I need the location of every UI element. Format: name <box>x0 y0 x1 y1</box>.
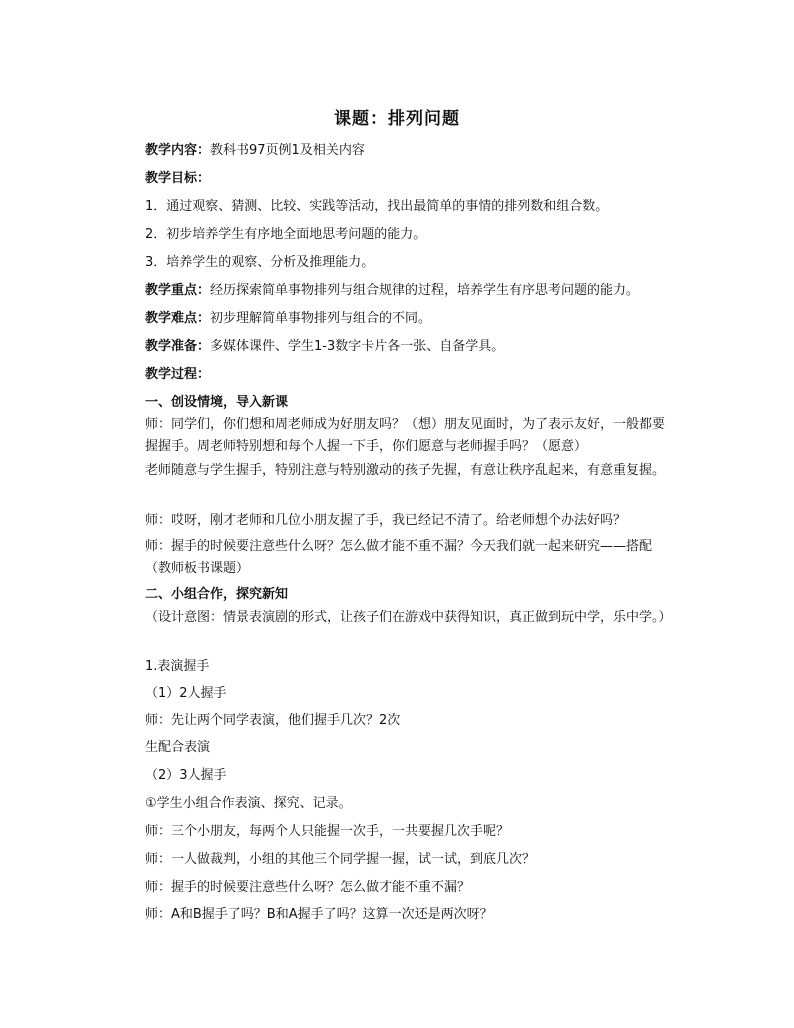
process-line: 师：一人做裁判，小组的其他三个同学握一握，试一试，到底几次？ <box>145 852 536 867</box>
preparation-label: 教学准备： <box>145 339 211 354</box>
teaching-content-value: 教科书97页例1及相关内容 <box>210 143 365 158</box>
process-line: （2）3人握手 <box>145 768 227 783</box>
key-point-value: 经历探索简单事物排列与组合规律的过程，培养学生有序思考问题的能力。 <box>210 283 640 298</box>
process-label: 教学过程： <box>145 367 211 382</box>
process-line: 生配合表演 <box>145 740 211 755</box>
difficulty <box>145 311 431 327</box>
process-line: 师：握手的时候要注意些什么呀？怎么做才能不重不漏？ <box>145 880 471 895</box>
key-point <box>145 283 639 299</box>
process-line: 师：A和B握手了吗？B和A握手了吗？这算一次还是两次呀？ <box>145 907 493 922</box>
page-title: 课题：排列问题 <box>334 109 460 129</box>
goal-item: 3．培养学生的观察、分析及推理能力。 <box>145 255 375 270</box>
process-line: ①学生小组合作表演、探究、记录。 <box>145 796 352 811</box>
process-line: 师：三个小朋友，每两个人只能握一次手，一共要握几次手呢？ <box>145 824 510 839</box>
process-line: 师：先让两个同学表演，他们握手几次？2次 <box>145 713 401 728</box>
preparation-value: 多媒体课件、学生1-3数字卡片各一张、自备学具。 <box>210 339 505 354</box>
preparation <box>145 339 504 355</box>
goal-item: 2．初步培养学生有序地全面地思考问题的能力。 <box>145 227 427 242</box>
process-line: （1）2人握手 <box>145 686 227 701</box>
teaching-content <box>145 143 365 159</box>
section1-paragraph: 师：握手的时候要注意些什么呀？怎么做才能不重不漏？今天我们就一起来研究——搭配（教师板书课题） <box>145 539 653 576</box>
section1-paragraph: 师：哎呀，刚才老师和几位小朋友握了手，我已经记不清了。给老师想个办法好吗？ <box>145 513 627 528</box>
section2-heading: 二、小组合作，探究新知 <box>145 587 289 602</box>
difficulty-label: 教学难点： <box>145 311 211 326</box>
process-line: 1.表演握手 <box>145 659 210 674</box>
teaching-goals-label: 教学目标： <box>145 171 211 186</box>
design-intent: （设计意图：情景表演剧的形式，让孩子们在游戏中获得知识，真正做到玩中学，乐中学。） <box>145 610 672 625</box>
key-point-label: 教学重点： <box>145 283 211 298</box>
section1-paragraph: 师：同学们，你们想和周老师成为好朋友吗？（想）朋友见面时，为了表示友好，一般都要握握手。周老师特别想和每个人握一下手，你们愿意与老师握手吗？（愿意） <box>145 417 666 454</box>
teaching-content-label: 教学内容： <box>145 143 211 158</box>
difficulty-value: 初步理解简单事物排列与组合的不同。 <box>210 311 432 326</box>
section1-heading: 一、创设情境，导入新课 <box>145 395 289 410</box>
goal-item: 1．通过观察、猜测、比较、实践等活动，找出最简单的事情的排列数和组合数。 <box>145 199 609 214</box>
section1-paragraph: 老师随意与学生握手，特别注意与特别激动的孩子先握，有意让秩序乱起来，有意重复握。 <box>145 463 666 478</box>
